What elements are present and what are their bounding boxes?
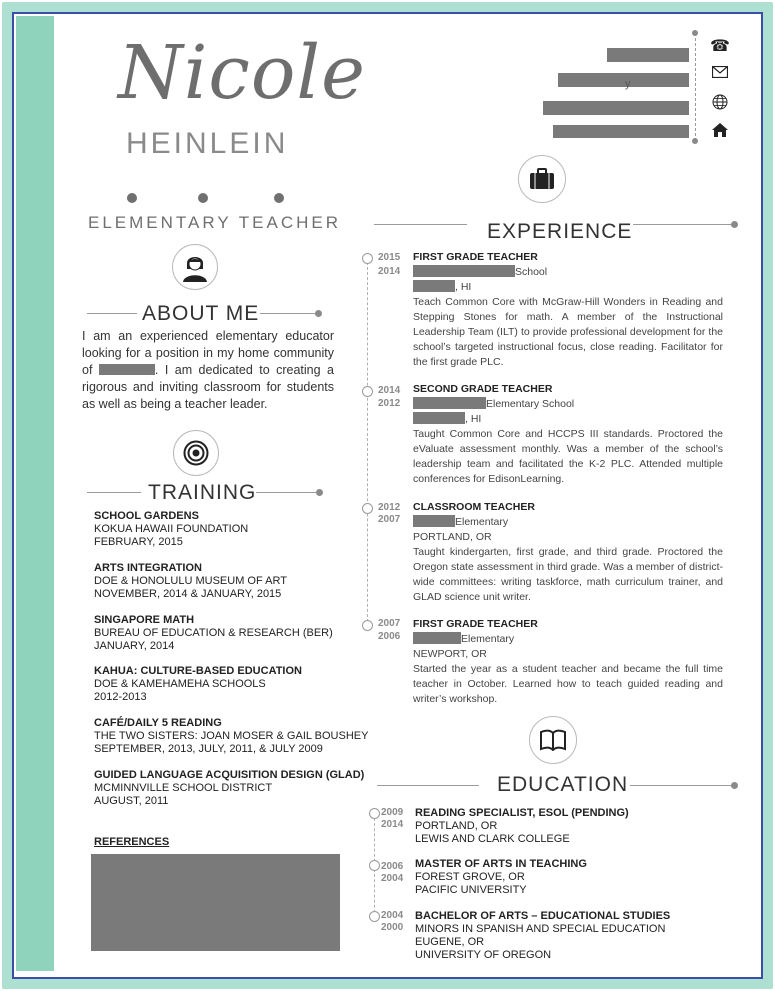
education-item-line: MINORS IN SPANISH AND SPECIAL EDUCATION [415, 923, 666, 935]
job-school-text: Elementary [455, 516, 509, 528]
redacted-city [413, 412, 465, 424]
training-item-title: KAHUA: CULTURE-BASED EDUCATION [94, 665, 302, 677]
person-icon [172, 244, 218, 290]
training-item-date: JANUARY, 2014 [94, 640, 175, 652]
redacted-address [553, 125, 689, 138]
contact-dot [692, 30, 698, 36]
training-item [94, 614, 333, 653]
training-rule-right [256, 492, 316, 493]
job-description: Taught Common Core and HCCPS III standards. Proctored the eValuate assessment monthly. Was a member of the school’s leadership team and facilitated the K-2 PLC. Attended multiple conferences for EdisonLearning. [413, 428, 723, 485]
edu-year-end: 2006 [381, 861, 404, 872]
education-item-title: READING SPECIALIST, ESOL (PENDING) [415, 807, 629, 819]
redacted-school [413, 397, 486, 409]
training-item [94, 665, 302, 704]
job-location-text: , HI [455, 281, 472, 293]
job-location: NEWPORT, OR [413, 648, 487, 660]
training-item [94, 717, 368, 756]
education-item-line: LEWIS AND CLARK COLLEGE [415, 833, 570, 845]
training-item-date: SEPTEMBER, 2013, JULY, 2011, & JULY 2009 [94, 743, 323, 755]
redacted-school [413, 632, 461, 644]
education-item-line: FOREST GROVE, OR [415, 871, 525, 883]
redacted-school [413, 265, 515, 277]
training-item-org: MCMINNVILLE SCHOOL DISTRICT [94, 782, 273, 794]
redacted-city [413, 280, 455, 292]
divider-dot [198, 193, 208, 203]
education-item-line: UNIVERSITY OF OREGON [415, 949, 552, 961]
redacted-community [99, 364, 155, 375]
timeline-node [362, 386, 373, 397]
education-title: EDUCATION [497, 773, 629, 796]
training-item [94, 769, 364, 808]
experience-rule-right [633, 224, 733, 225]
edu-year-end: 2009 [381, 807, 404, 818]
education-rule-right [630, 785, 733, 786]
job-school-text: School [515, 266, 548, 278]
job-school [413, 515, 723, 530]
job-entry [413, 500, 723, 605]
timeline-node [362, 503, 373, 514]
training-item-org: THE TWO SISTERS: JOAN MOSER & GAIL BOUSHEY [94, 730, 369, 742]
job-description: Taught kindergarten, first grade, and third grade. Proctored the Oregon state assessment in third grade. Was a member of district-wide committees: writing taskforce, math curriculum trainer, and GLAD science unit writer. [413, 546, 723, 603]
job-location [413, 280, 723, 295]
email-fragment: y [625, 78, 631, 90]
timeline-node [369, 808, 380, 819]
education-item [415, 910, 670, 962]
timeline-node [369, 860, 380, 871]
references-title: REFERENCES [94, 836, 170, 848]
about-rule-right [260, 313, 315, 314]
job-title: FIRST GRADE TEACHER [413, 618, 538, 630]
training-item-title: GUIDED LANGUAGE ACQUISITION DESIGN (GLAD) [94, 769, 365, 781]
redacted-references [91, 854, 340, 951]
edu-year-start: 2004 [381, 873, 404, 884]
education-item-title: MASTER OF ARTS IN TEACHING [415, 858, 587, 870]
last-name: HEINLEIN [126, 127, 289, 160]
accent-stripe [16, 16, 54, 971]
job-school-text: Elementary [461, 633, 515, 645]
timeline-node [362, 620, 373, 631]
job-school [413, 397, 723, 412]
rule-end-dot [731, 782, 738, 789]
job-description: Teach Common Core with McGraw-Hill Wonders in Reading and Stepping Stones for math. A member of the Instructional Leadership Team (ILT) to provide professional development for the school’s targeted instructional focus, close reading. Facilitator for the first grade PLC. [413, 296, 723, 368]
phone-icon: ☎ [710, 38, 730, 55]
redacted-website [543, 101, 689, 115]
experience-timeline [367, 262, 368, 627]
job-location: PORTLAND, OR [413, 531, 492, 543]
job-entry [413, 382, 723, 487]
job-year-end: 2014 [378, 385, 401, 396]
about-text-part2: . I am dedicated to creating a rigorous and inviting classroom for students as well as being a teacher leader. [82, 363, 334, 411]
about-text [82, 328, 334, 413]
job-school [413, 632, 723, 647]
training-item-title: SCHOOL GARDENS [94, 510, 199, 522]
training-item-org: BUREAU OF EDUCATION & RESEARCH (BER) [94, 627, 333, 639]
education-item [415, 858, 587, 897]
edu-year-end: 2004 [381, 910, 404, 921]
edu-year-start: 2000 [381, 922, 404, 933]
training-item-date: 2012-2013 [94, 691, 147, 703]
experience-title: EXPERIENCE [487, 220, 633, 243]
training-item-title: SINGAPORE MATH [94, 614, 195, 626]
briefcase-icon [518, 155, 566, 203]
experience-rule-left [374, 224, 467, 225]
redacted-phone [607, 48, 689, 62]
job-title: CLASSROOM TEACHER [413, 501, 535, 513]
job-year-end: 2012 [378, 502, 401, 513]
rule-end-dot [316, 489, 323, 496]
job-location-text: , HI [465, 413, 482, 425]
training-item-org: DOE & HONOLULU MUSEUM OF ART [94, 575, 287, 587]
redacted-school [413, 515, 455, 527]
job-entry [413, 617, 723, 707]
education-item-line: PORTLAND, OR [415, 820, 498, 832]
training-item [94, 562, 287, 601]
education-item [415, 807, 629, 846]
contact-divider [695, 33, 696, 141]
training-rule-left [87, 492, 141, 493]
job-year-end: 2007 [378, 618, 401, 629]
resume-page [12, 12, 763, 979]
job-title: FIRST GRADE TEACHER [413, 251, 538, 263]
training-item-title: CAFÉ/DAILY 5 READING [94, 717, 222, 729]
education-item-title: BACHELOR OF ARTS – EDUCATIONAL STUDIES [415, 910, 671, 922]
job-location [413, 412, 723, 427]
about-title: ABOUT ME [142, 302, 260, 325]
job-title: SECOND GRADE TEACHER [413, 383, 553, 395]
job-description: Started the year as a student teacher and became the full time teacher in October. Learned how to teach guided reading and writer’s workshop. [413, 663, 723, 705]
job-school [413, 265, 723, 280]
envelope-icon [710, 65, 730, 83]
contact-dot [692, 138, 698, 144]
education-item-line: EUGENE, OR [415, 936, 485, 948]
job-entry [413, 250, 723, 370]
training-item-org: DOE & KAMEHAMEHA SCHOOLS [94, 678, 266, 690]
rule-end-dot [315, 310, 322, 317]
book-icon [529, 716, 577, 764]
redacted-email [558, 73, 689, 87]
training-item-date: FEBRUARY, 2015 [94, 536, 183, 548]
home-icon [710, 122, 730, 140]
job-year-end: 2015 [378, 252, 401, 263]
edu-year-start: 2014 [381, 819, 404, 830]
job-year-start: 2014 [378, 266, 401, 277]
rule-end-dot [731, 221, 738, 228]
first-name: Nicole [118, 30, 366, 116]
divider-dot [127, 193, 137, 203]
job-role-title: ELEMENTARY TEACHER [88, 213, 342, 232]
training-item-org: KOKUA HAWAII FOUNDATION [94, 523, 249, 535]
about-text-part1: I am an experienced elementary educator looking for a position in my home community of [82, 329, 334, 377]
timeline-node [369, 911, 380, 922]
training-title: TRAINING [148, 481, 257, 504]
timeline-node [362, 253, 373, 264]
target-icon [173, 430, 219, 476]
about-rule-left [87, 313, 137, 314]
training-item [94, 510, 248, 549]
training-item-date: AUGUST, 2011 [94, 795, 169, 807]
job-school-text: Elementary School [486, 398, 575, 410]
job-year-start: 2006 [378, 631, 401, 642]
training-item-date: NOVEMBER, 2014 & JANUARY, 2015 [94, 588, 282, 600]
training-item-title: ARTS INTEGRATION [94, 562, 202, 574]
education-rule-left [377, 785, 479, 786]
job-year-start: 2012 [378, 398, 401, 409]
job-year-start: 2007 [378, 514, 401, 525]
globe-icon [710, 94, 730, 112]
education-item-line: PACIFIC UNIVERSITY [415, 884, 527, 896]
divider-dot [274, 193, 284, 203]
